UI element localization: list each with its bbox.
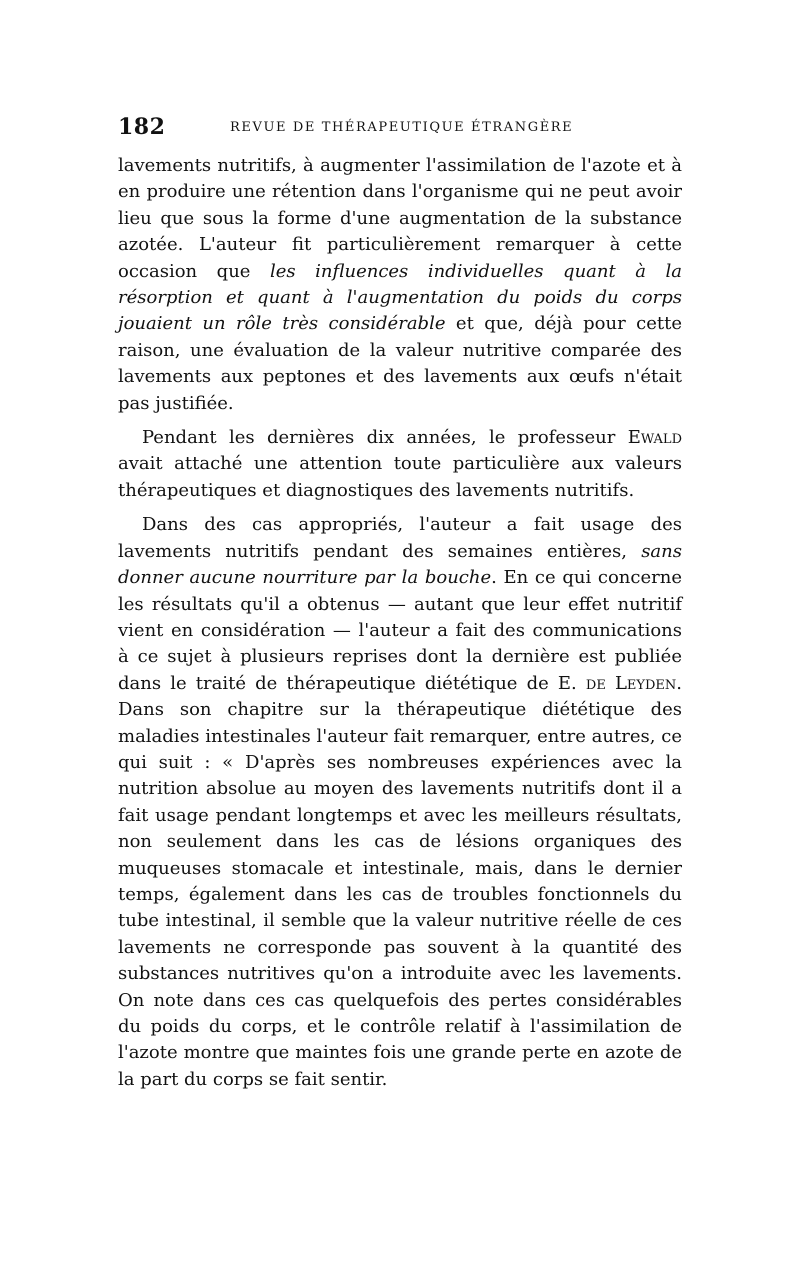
italic-run: sans donner aucune nourriture par la bouche [118,540,682,589]
running-title: REVUE DE THÉRAPEUTIQUE ÉTRANGÈRE [230,120,574,135]
text-run: . Dans son chapitre sur la thérapeutique diététique des maladies intestinales l'auteur fait remarquer, entre autres, ce qui suit : « D'après ses nombreuses expériences avec la nutrition absolue au moyen des lavements nutritifs dont il a fait usage pendant longtemps et avec les meilleurs résultats, non seulement dans les cas de lésions organiques des muqueuses stomacale et intestinale, mais, dans le dernier temps, également dans les cas de troubles fonctionnels du tube intestinal, il semble que la valeur nutritive réelle de ces lavements ne corresponde pas souvent à la quantité des substances nutritives qu'on a introduite avec les lavements. On note dans ces cas quelquefois des pertes considérables du poids du corps, et le contrôle relatif à l'assimilation de l'azote montre que maintes fois une grande perte en azote de la part du corps se fait sentir. [118,672,682,1090]
small-caps-name: Ewald [627,427,682,449]
text-run: Pendant les dernières dix années, le professeur [142,427,628,449]
text-run: . En ce qui concerne les résultats qu'il a obtenus — autant que leur effet nutritif vient en considération — l'auteur a fait des communications à ce sujet à plusieurs reprises dont la dernière est publiée dans le traité de thérapeutique diététique de E. [118,567,682,694]
text-run: et que, déjà pour cette raison, une évaluation de la valeur nutritive comparée des lavements aux peptones et des lavements aux œufs n'était pas justifiée. [118,313,682,414]
page-number: 182 [118,114,166,140]
paragraph-2 [118,425,682,504]
running-header [118,114,684,144]
paragraph-3 [118,512,682,1093]
text-run: avait attaché une attention toute particulière aux valeurs thérapeutiques et diagnostiques des lavements nutritifs. [118,453,682,501]
text-run: Dans des cas appropriés, l'auteur a fait usage des lavements nutritifs pendant des semaines entières, [118,514,682,562]
body-text [118,153,682,1093]
paragraph-1 [118,153,682,417]
italic-run: les influences individuelles quant à la résorption et quant à l'augmentation du poids du corps jouaient un rôle très considérable [118,260,682,335]
small-caps-name: de Leyden [585,672,677,694]
text-run: lavements nutritifs, à augmenter l'assimilation de l'azote et à en produire une rétention dans l'organisme qui ne peut avoir lieu que sous la forme d'une augmentation de la substance azotée. L'auteur fit particulièrement remarquer à cette occasion que [118,155,682,282]
